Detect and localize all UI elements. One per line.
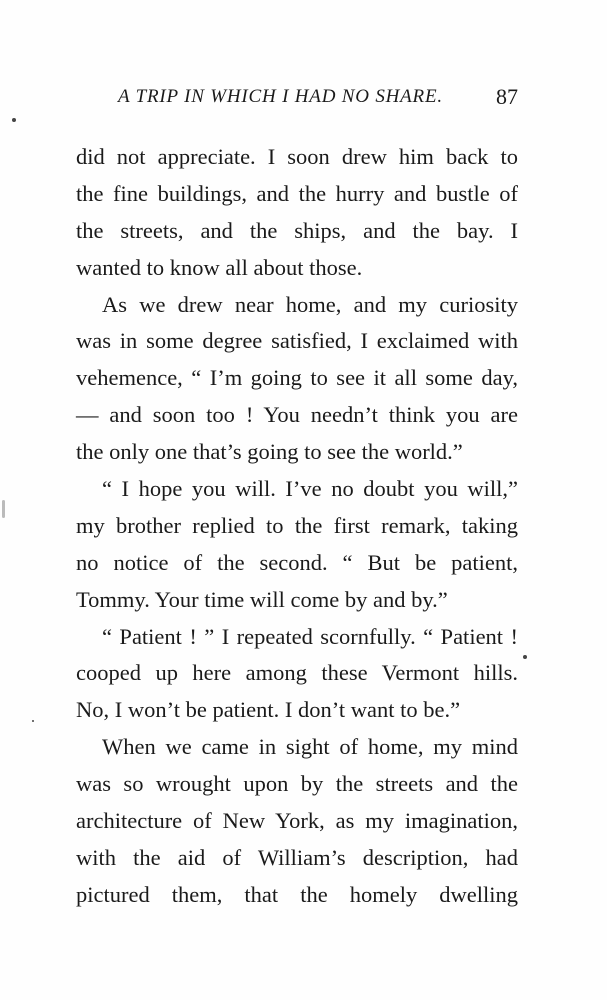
text-line: was so wrought upon by the streets and the: [76, 771, 518, 797]
text-line: architecture of New York, as my imagination,: [76, 808, 518, 834]
text-line: the only one that’s going to see the world.”: [76, 439, 463, 465]
text-line: “ I hope you will. I’ve no doubt you will,”: [102, 476, 518, 502]
page-number: 87: [496, 84, 518, 109]
text-line: my brother replied to the first remark, taking: [76, 512, 518, 538]
body-text: [76, 139, 518, 914]
text-line: did not appreciate. I soon drew him back to: [76, 144, 518, 169]
running-head: [118, 86, 518, 116]
text-line: cooped up here among these Vermont hills.: [76, 660, 518, 686]
running-title: A TRIP IN WHICH I HAD NO SHARE.: [118, 86, 443, 107]
paper-speck: [523, 655, 527, 659]
text-line: As we drew near home, and my curiosity: [102, 291, 518, 317]
text-line: When we came in sight of home, my mind: [102, 734, 518, 760]
paper-speck: [2, 500, 5, 518]
text-line: with the aid of William’s description, had: [76, 844, 518, 870]
text-line: “ Patient ! ” I repeated scornfully. “ Patient !: [102, 623, 518, 649]
text-line: No, I won’t be patient. I don’t want to be.”: [76, 697, 461, 723]
text-line: no notice of the second. “ But be patient,: [76, 549, 518, 575]
text-line: the streets, and the ships, and the bay. I: [76, 217, 518, 243]
text-line: Tommy. Your time will come by and by.”: [76, 586, 448, 612]
text-line: the fine buildings, and the hurry and bustle of: [76, 180, 518, 206]
text-line: — and soon too ! You needn’t think you are: [76, 402, 518, 428]
text-line: was in some degree satisfied, I exclaimed with: [76, 328, 518, 354]
paper-speck: [12, 118, 16, 122]
paper-speck: [32, 720, 34, 722]
text-line: wanted to know all about those.: [76, 254, 363, 280]
text-line: vehemence, “ I’m going to see it all some day,: [76, 365, 518, 391]
text-line: pictured them, that the homely dwelling: [76, 881, 518, 907]
